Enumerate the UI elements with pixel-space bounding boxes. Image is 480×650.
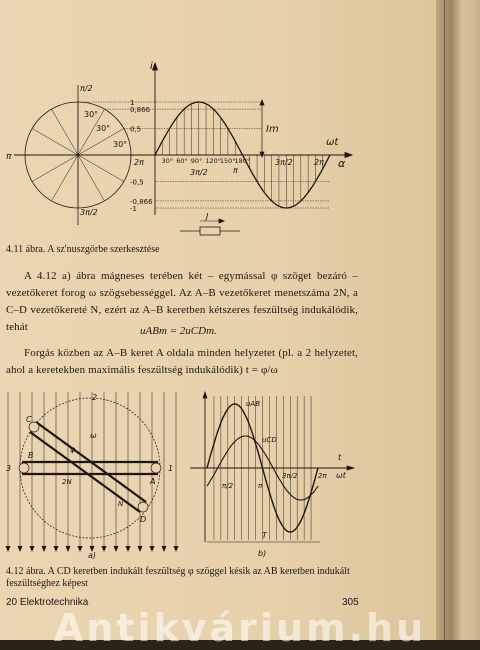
radius-line [32, 155, 78, 182]
angle-label: 30° [84, 110, 99, 119]
coil-label: N [118, 500, 124, 508]
y-tick-label: 1 [130, 99, 135, 107]
coil-label: 2N [62, 478, 72, 486]
amplitude-label: Im [266, 124, 279, 135]
pi-label: 3π/2 [190, 168, 208, 177]
field-arrow [174, 546, 179, 552]
radius-line [52, 155, 79, 201]
figure-rotating-coils [0, 392, 360, 562]
coil-label: 2 [92, 393, 98, 402]
coil-label: C [26, 415, 32, 424]
x-tick-label: 180° [234, 157, 251, 165]
resistor-symbol [200, 227, 220, 235]
uab-label: uAB [246, 400, 261, 408]
spine-edge [444, 0, 445, 640]
pi-label: π [233, 166, 238, 175]
tick-label: 3π/2 [282, 472, 298, 480]
t-label: t [338, 453, 342, 462]
field-arrow [54, 546, 59, 552]
watermark: Antikvárium.hu [53, 606, 427, 650]
radius-line [78, 155, 105, 201]
three-pi-half-bottom: 3π/2 [80, 208, 98, 217]
pi-label: 3π/2 [275, 158, 293, 167]
x-tick-label: 60° [176, 157, 188, 165]
coil-label: 3 [6, 464, 12, 473]
field-arrow [126, 546, 131, 552]
resistor-label: J [206, 212, 209, 221]
y-tick-label: -1 [130, 205, 137, 213]
coil-label: A [150, 477, 156, 486]
y-axis-label: i [150, 61, 153, 72]
field-arrow [114, 546, 119, 552]
equation: uABm = 2uCDm. [140, 325, 217, 337]
x-axis-label-alpha: α [338, 157, 346, 170]
pi-left: π [6, 152, 12, 162]
radius-line [78, 155, 124, 182]
field-arrow [102, 546, 107, 552]
tick-label: 2π [318, 472, 327, 480]
field-arrow [150, 546, 155, 552]
subfigure-label-a: a) [88, 551, 97, 560]
angle-phi-label: φ [70, 445, 76, 454]
coil-label: 1 [168, 464, 174, 473]
field-arrow [66, 546, 71, 552]
subfigure-label-b: b) [258, 549, 267, 558]
radius-line [32, 129, 78, 156]
field-arrow [18, 546, 23, 552]
field-arrow [30, 546, 35, 552]
page-number: 305 [342, 597, 359, 608]
x-tick-label: 30° [161, 157, 174, 165]
y-tick-label: -0,5 [130, 178, 144, 187]
tick-label: π [258, 482, 263, 490]
pi-label: 2π [314, 158, 324, 167]
figure-caption: 4.12 ábra. A CD keretben indukált feszültség φ szöggel késik az AB keretben indukált feszültséghez képest [6, 566, 350, 589]
figure-caption: 4.11 ábra. A sz'nuszgörbe szerkesztése [6, 244, 160, 255]
pi-label: 2π [134, 158, 144, 167]
field-arrow [138, 546, 143, 552]
paragraph: Forgás közben az A–B keret A oldala minden helyzetet (pl. a 2 helyzetet, ahol a keretekben maximális feszültség indukálódik) t = φ/ω [6, 347, 358, 376]
omega-t-label: ωt [336, 471, 346, 480]
field-arrow [42, 546, 47, 552]
y-tick-label: -0,866 [130, 197, 153, 206]
field-arrow [162, 546, 167, 552]
book-spine [436, 0, 480, 640]
y-tick-label: 0,866 [130, 106, 151, 115]
radius-line [52, 109, 79, 155]
x-tick-label: 90° [190, 157, 203, 165]
paragraph: A 4.12 a) ábra mágneses terében két – egymással φ szöget bezáró – vezetőkeret forog ω szögsebességgel. Az A–B vezetőkeret menetszáma 2N, a C–D vezetőkereté N, ezért az A–B keretben kétszeres feszültség indukálódik, tehát [6, 270, 358, 333]
omega-label: ω [90, 431, 97, 440]
field-arrow [6, 546, 11, 552]
coil-label: D [140, 515, 147, 524]
angle-label: 30° [96, 124, 111, 133]
x-tick-label: 150° [219, 157, 236, 165]
x-tick-label: 120° [205, 157, 221, 165]
angle-label: 30° [113, 140, 128, 149]
figure-sine-construction [0, 55, 360, 240]
footer-section-title: 20 Elektrotechnika [6, 597, 89, 608]
pi-half-top: π/2 [80, 84, 93, 93]
coil-label: B [28, 451, 34, 460]
x-axis-label: ωt [326, 137, 339, 148]
field-arrow [78, 546, 83, 552]
ucd-label: uCD [262, 436, 277, 444]
tick-label: π/2 [222, 482, 234, 490]
period-label: T [262, 531, 267, 540]
y-tick-label: 0,5 [130, 125, 142, 134]
